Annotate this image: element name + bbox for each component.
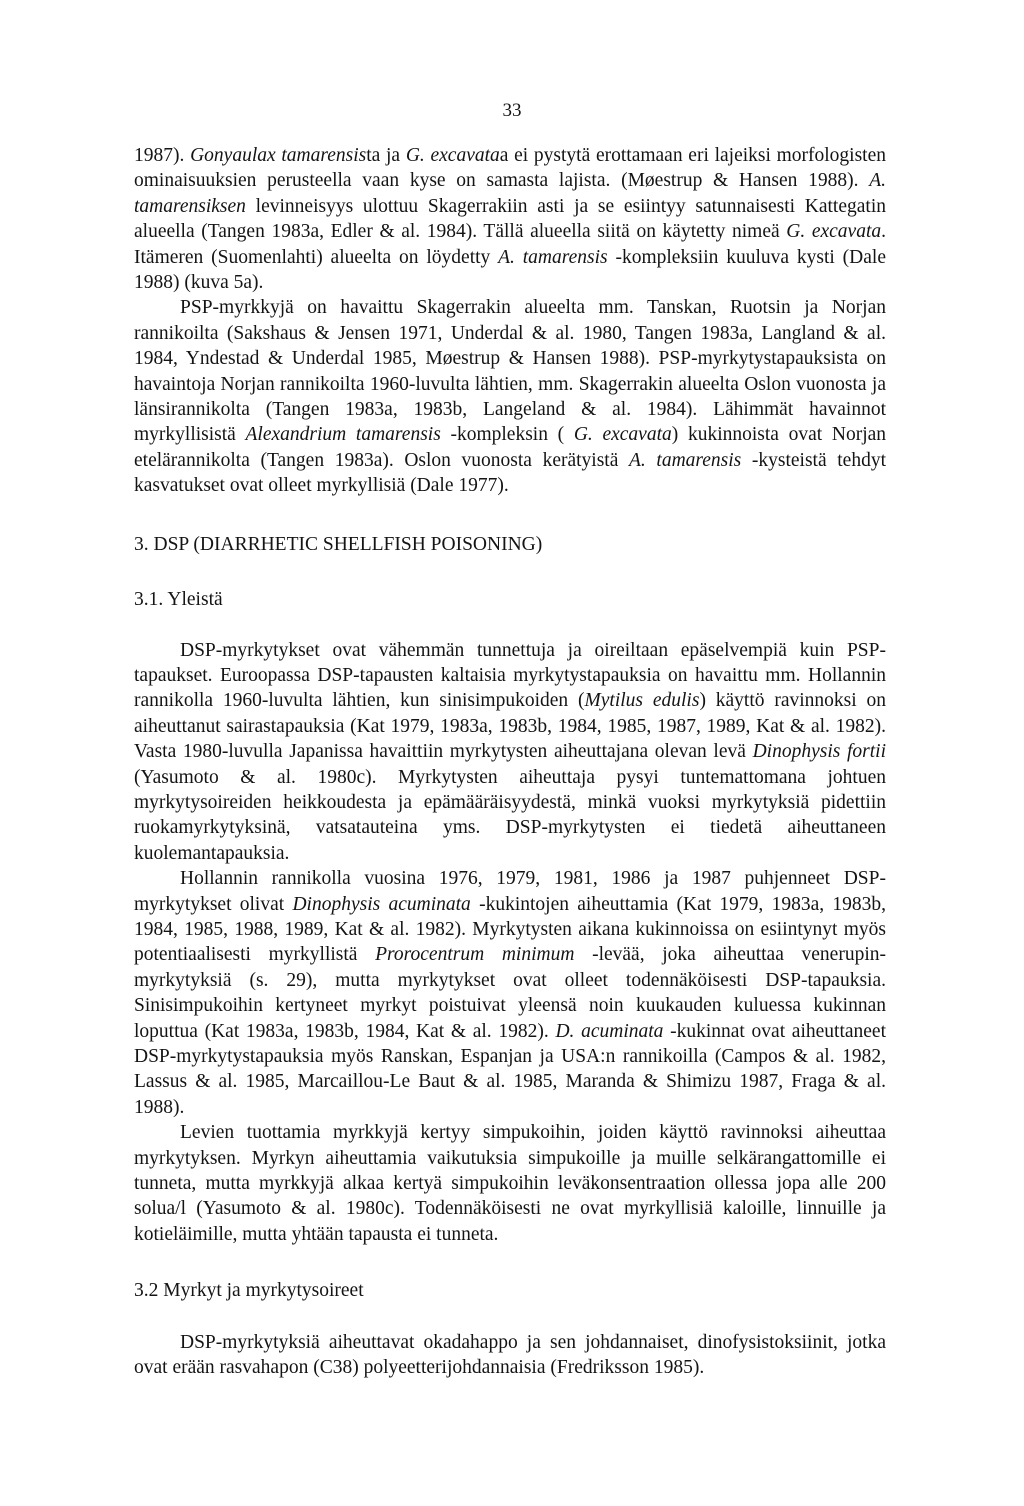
italic-taxon-text: G. excavata bbox=[573, 424, 672, 446]
section-heading: 3. DSP (DIARRHETIC SHELLFISH POISONING) bbox=[134, 533, 543, 555]
paragraph-text: . Itämeren (Suomenlahti) alueelta on löydetty bbox=[134, 221, 886, 268]
italic-taxon-text: Mytilus edulis bbox=[584, 690, 700, 712]
paragraph-text: -kompleksiin kuuluva kysti (Dale 1988) (kuva 5a). bbox=[134, 246, 886, 294]
italic-taxon-text: A. tamarensiksen bbox=[134, 170, 886, 217]
paragraph-text: -kukinnat ovat aiheuttaneet DSP-myrkytystapauksia myös Ranskan, Espanjan ja USA:n rannikoilla (Campos & al. 1982, Lassus & al. 1985, Marcaillou-Le Baut & al. 1985, Maranda & Shimizu 1987, Fraga & al. 1988). bbox=[134, 1020, 886, 1118]
body-paragraph bbox=[134, 295, 886, 498]
italic-taxon-text: A. tamarensis bbox=[629, 449, 742, 471]
paragraph-text: ta ja bbox=[366, 145, 406, 166]
paragraph-text: -kysteistä tehdyt kasvatukset ovat olleet myrkyllisiä (Dale 1977). bbox=[134, 449, 886, 497]
paragraph-text: Levien tuottamia myrkkyjä kertyy simpukoihin, joiden käyttö ravinnoksi aiheuttaa myrkytyksen. Myrkyn aiheuttamia vaikutuksia simpukoille ja muille selkärangattomille ei tunneta, mutta myrkkyjä alkaa kertyä simpukoihin leväkonsentraation ollessa jopa alle 200 solua/l (Yasumoto & al. 1980c). Todennäköisesti ne ovat myrkyllisiä kaloille, linnuille ja kotieläimille, mutta yhtään tapausta ei tunneta. bbox=[134, 1122, 886, 1245]
italic-taxon-text: Dinophysis acuminata bbox=[292, 893, 471, 915]
paragraph-text: 1987). bbox=[134, 145, 191, 166]
body-paragraph bbox=[134, 1120, 886, 1247]
document-body bbox=[134, 143, 886, 1380]
body-paragraph bbox=[134, 866, 886, 1120]
paragraph-text: levinneisyys ulottuu Skagerrakiin asti ja se esiintyy satunnaisesti Kattegatin alueella (Tangen 1983a, Edler & al. 1984). Tällä alueella siitä on käytetty nimeä bbox=[134, 195, 886, 243]
italic-taxon-text: G. excavata bbox=[786, 221, 882, 243]
paragraph-text: Hollannin rannikolla vuosina 1976, 1979, 1981, 1986 ja 1987 puhjenneet DSP-myrkytykset olivat bbox=[134, 868, 886, 915]
body-paragraph bbox=[134, 638, 886, 867]
paragraph-text: DSP-myrkytykset ovat vähemmän tunnettuja ja oireiltaan epäselvempiä kuin PSP-tapaukset. Euroopassa DSP-tapausten kaltaisia myrkytystapauksia on havaittu mm. Hollannin rannikolla 1960-luvulta lähtien, kun sinisimpukoiden ( bbox=[134, 639, 886, 712]
italic-taxon-text: Prorocentrum minimum bbox=[375, 944, 575, 966]
paragraph-text: PSP-myrkkyjä on havaittu Skagerrakin alueelta mm. Tanskan, Ruotsin ja Norjan rannikoilta (Sakshaus & Jensen 1971, Underdal & al. 1980, Tangen 1983a, Langland & al. 1984, Yndestad & Underdal 1985, Møestrup & Hansen 1988). PSP-myrkytystapauksista on havaintoja Norjan rannikoilta 1960-luvulta lähtien, mm. Skagerrakin alueelta Oslon vuonosta ja länsirannikolta (Tangen 1983a, 1983b, Langeland & al. 1984). Lähimmät havainnot myrkyllisistä bbox=[134, 297, 886, 446]
paragraph-text: -levää, joka aiheuttaa venerupin-myrkytyksiä (s. 29), mutta myrkytykset ovat olleet todennäköisesti DSP-tapauksia. Sinisimpukoihin kertyneet myrkyt poistuivat yleensä noin kuukauden kuluessa kukinnan loputtua (Kat 1983a, 1983b, 1984, Kat & al. 1982). bbox=[134, 944, 886, 1042]
body-paragraph bbox=[134, 1330, 886, 1381]
paragraph-text: ) kukinnoista ovat Norjan etelärannikolta (Tangen 1983a). Oslon vuonosta kerätyistä bbox=[134, 424, 887, 471]
paragraph-text: a ei pystytä erottamaan eri lajeiksi morfologisten ominaisuuksien perusteella vaan kyse on samasta lajista. (Møestrup & Hansen 1988). bbox=[134, 145, 887, 192]
italic-taxon-text: Alexandrium tamarensis bbox=[245, 424, 441, 446]
subsection-heading: 3.1. Yleistä bbox=[134, 589, 223, 611]
italic-taxon-text: Gonyaulax tamarensis bbox=[190, 145, 367, 166]
italic-taxon-text: Dinophysis fortii bbox=[752, 741, 886, 763]
body-paragraph bbox=[134, 143, 886, 295]
paragraph-text: -kompleksin ( bbox=[440, 424, 574, 446]
paragraph-text: ) käyttö ravinnoksi on aiheuttanut sairastapauksia (Kat 1979, 1983a, 1983b, 1984, 1985, 1987, 1989, Kat & al. 1982). Vasta 1980-luvulla Japanissa havaittiin myrkytysten aiheuttajana olevan levä bbox=[134, 690, 887, 763]
paragraph-text: -kukintojen aiheuttamia (Kat 1979, 1983a, 1983b, 1984, 1985, 1988, 1989, Kat & al. 1982). Myrkytysten aikana kukinnoissa on esiintynyt myös potentiaalisesti myrkyllistä bbox=[134, 893, 886, 966]
italic-taxon-text: A. tamarensis bbox=[498, 246, 608, 268]
page-number: 33 bbox=[502, 100, 522, 121]
paragraph-text: (Yasumoto & al. 1980c). Myrkytysten aiheuttaja pysyi tuntemattomana johtuen myrkytysoireiden heikkoudesta ja epämääräisyydestä, minkä vuoksi myrkytyksiä pidettiin ruokamyrkytyksinä, vatsatauteina yms. DSP-myrkytysten ei tiedetä aiheuttaneen kuolemantapauksia. bbox=[134, 766, 886, 864]
italic-taxon-text: D. acuminata bbox=[555, 1020, 664, 1042]
italic-taxon-text: G. excavata bbox=[405, 145, 500, 166]
subsection-heading: 3.2 Myrkyt ja myrkytysoireet bbox=[134, 1280, 364, 1302]
paragraph-text: DSP-myrkytyksiä aiheuttavat okadahappo ja sen johdannaiset, dinofysistoksiinit, jotka ovat erään rasvahapon (C38) polyeetterijohdannaisia (Fredriksson 1985). bbox=[134, 1331, 886, 1379]
